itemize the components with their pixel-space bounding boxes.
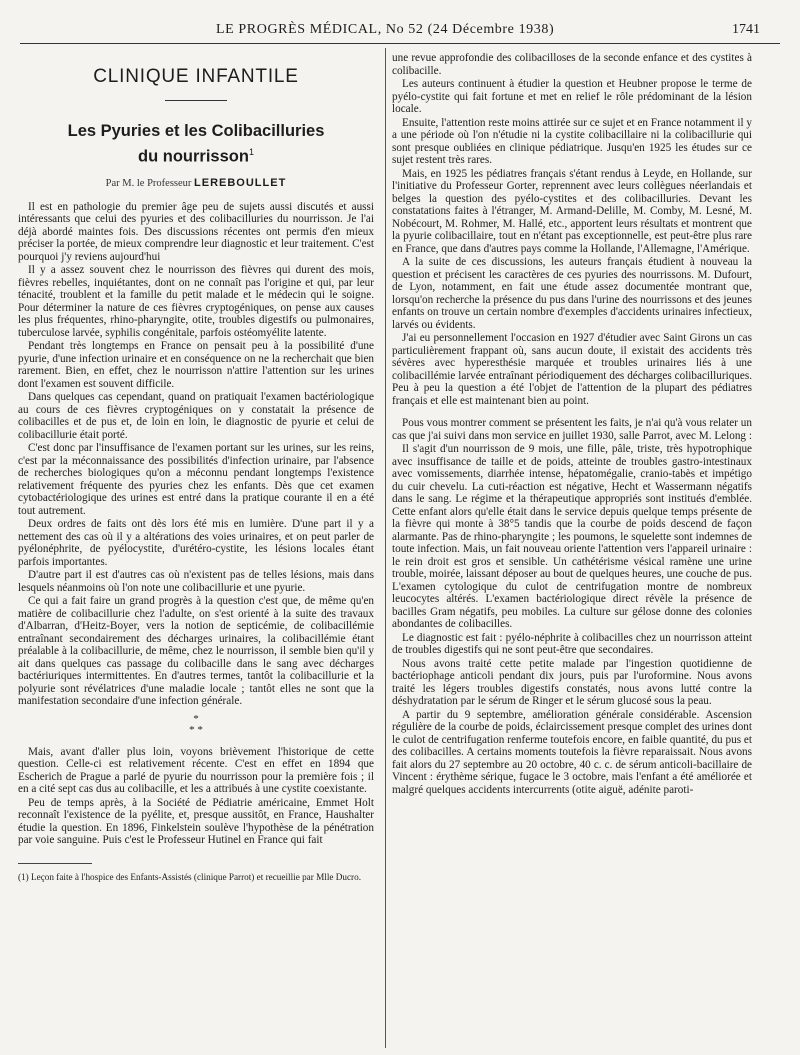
right-body — [392, 52, 752, 407]
paragraph: C'est donc par l'insuffisance de l'examen portant sur les urines, sur les reins, c'est par la méconnaissance des possibilités d'infection urinaire, par l'absence de recherches biologiques qu'on a méconnu pendant longtemps l'existence relativement fréquente des pyuries chez les enfants. Dès que cet examen cytobactériologique des urines est entré dans la pratique courante il en a été tout autrement. — [18, 442, 374, 517]
left-body — [18, 201, 374, 708]
paragraph: Pendant très longtemps en France on pensait peu à la possibilité d'une pyurie, d'une infection urinaire et en conséquence on ne la recherchait que bien rarement. Bien, en effet, chez le nourrisson n'attire l'attention sur les urines dont l'examen est souvent difficile. — [18, 340, 374, 390]
footnote-rule — [18, 863, 92, 864]
paragraph: Il y a assez souvent chez le nourrisson des fièvres qui durent des mois, fièvres rebelles, inquiétantes, dont on ne connaît pas l'origine et qui, par leur ténacité, troublent et la famille du petit malade et le médecin qui le soigne. Pour déterminer la nature de ces fièvres cryptogéniques, on pense aux causes les plus fréquentes, rhino-pharyngite, otite, troubles digestifs ou pulmonaires, tuberculose larvée, syphilis congénitale, parfois ostéomyélite latente. — [18, 264, 374, 339]
journal-header: LE PROGRÈS MÉDICAL, No 52 (24 Décembre 1938) — [216, 22, 555, 37]
left-column — [18, 56, 374, 883]
paragraph: Deux ordres de faits ont dès lors été mis en lumière. D'une part il y a nettement des cas où il y a altérations des voies urinaires, et on peut parler de pyélonéphrite, de pyélocystite, d'urétéro-cystite, les lésions locales étant parfois importantes. — [18, 518, 374, 568]
article-title-line2 — [18, 142, 374, 168]
paragraph: A partir du 9 septembre, amélioration générale considérable. Ascension régulière de la courbe de poids, éclaircissement presque complet des urines dont le culot de centrifugation renferme toutefois encore, en faible quantité, du pus et des colibacilles. A certains moments toutefois la fièvre reparaissait. Nous avons fait alors du 27 septembre au 20 octobre, 40 c. c. de sérum anticoli-bacillaire de Vincent : érythème sérique, fugace le 3 octobre, mais l'enfant a été améliorée et malgré quelques accidents intercurrents (otite aiguë, adénite paroti- — [392, 708, 752, 796]
footnote-marker: 1 — [248, 147, 254, 157]
right-body-case — [392, 417, 752, 796]
paragraph: Il s'agit d'un nourrisson de 9 mois, une fille, pâle, triste, très hypotrophique avec insuffisance de taille et de poids, atteinte de troubles gastro-intestinaux avec vomissements, diarrhée intense, hépatomégalie, cranio-tabès et impétigo du cuir chevelu. La cuti-réaction est négative, Hecht et Wassermann négatifs dans le sang. Le régime et la thérapeutique appropriés sont institués d'emblée. Cette enfant alors qu'elle était dans le service depuis quelque temps présente de la fièvre qui monte à 38°5 tandis que la courbe de poids descend de façon alarmante. Pas de rhino-pharyngite ; les poumons, le squelette sont indemnes de toute infection. Mais, un fait nouveau oriente l'attention vers l'appareil urinaire : le rein droit est gros et sensible. Un cathétérisme vésical ramène une urine trouble, moirée, laissant déposer au bout de quelques heures, une couche de pus. L'examen cytologique du culot de centrifugation montre de nombreux leucocytes altérés. L'examen bactériologique direct révèle la présence de bacilles Gram négatifs, peu mobiles. La culture sur gélose donne des colonies abondantes de colibacilles. — [392, 443, 752, 630]
paragraph: A la suite de ces discussions, les auteurs français étudient à nouveau la question et précisent les caractères de ces pyuries des nourrissons. M. Dufourt, de Lyon, notamment, en fait une étude assez documentée montrant que, lorsqu'on recherche la présence du pus dans l'urine des nourrissons et des jeunes enfants on trouve un certain nombre d'exemples d'accidents urinaires infectieux, larvés ou évidents. — [392, 256, 752, 331]
section-title: CLINIQUE INFANTILE — [93, 66, 299, 87]
left-body-history — [18, 746, 374, 847]
section-rule — [165, 100, 227, 101]
article-title-line1: Les Pyuries et les Colibacilluries — [67, 122, 325, 140]
section-separator — [18, 714, 374, 736]
paragraph: Peu de temps après, à la Société de Pédiatrie américaine, Emmet Holt reconnaît l'existence de la pyélite, et, presque aussitôt, en France, Haushalter étudie la question. En 1896, Finkelstein soulève l'hypothèse de la pénétration par voie sanguine. Puis c'est le Professeur Hutinel en France qui fait — [18, 796, 374, 846]
paragraph: Nous avons traité cette petite malade par l'ingestion quotidienne de bactériophage anticoli pendant dix jours, puis par l'uroformine. Nous avons traité les légers troubles digestifs constatés, nous avons lutté contre la déshydratation par le sérum de Ringer et le sérum glucosé sous la peau. — [392, 657, 752, 707]
separator-star-bottom: * * — [189, 723, 203, 736]
paragraph: Mais, avant d'aller plus loin, voyons brièvement l'historique de cette question. Celle-ci est relativement récente. C'est en effet en 1894 que Escherich de Prague a parlé de pyurie du nourrisson pour la première fois ; il en a cité sept cas dus au colibacille, et les a attribués à une cystite coexistante. — [18, 745, 374, 795]
paragraph: une revue approfondie des colibacilloses de la seconde enfance et des cystites à colibacille. — [392, 52, 752, 77]
running-head — [40, 22, 760, 40]
article-title — [18, 121, 374, 168]
right-column — [392, 52, 752, 796]
paragraph: Les auteurs continuent à étudier la question et Heubner propose le terme de pyélo-cystite qui fait fortune et met en relief le rôle prédominant de la lésion locale. — [392, 78, 752, 115]
paragraph: Dans quelques cas cependant, quand on pratiquait l'examen bactériologique au cours de ces fièvres cryptogéniques on y constatait la présence de colibacilles et de pus et, de loin en loin, le diagnostic de pyurie et celui de colibacillurie était porté. — [18, 391, 374, 441]
byline-prefix: Par M. le Professeur — [105, 177, 192, 189]
paragraph: Pous vous montrer comment se présentent les faits, je n'ai qu'à vous relater un cas que j'ai suivi dans mon service en juillet 1930, salle Parrot, avec M. Lelong : — [392, 417, 752, 442]
column-divider — [385, 48, 386, 1048]
paragraph: Ce qui a fait faire un grand progrès à la question c'est que, de même qu'en matière de colibacillurie chez l'adulte, on s'est orienté à la suite des travaux d'Albarran, d'Heitz-Boyer, vers la notion de septicémie, de colibacillémie entraînant secondairement des décharges urinaires, la colibacillémie étant préalable à la colibacillurie, de même, chez le nourrisson, il semble bien qu'il y ait dans quelques cas passage du colibacille dans le sang avec décharges bactériuriques intermittentes. En d'autres termes, tantôt la colibacillurie et la polyurie sont révélatrices d'une maladie locale ; tantôt elles ne sont que la manifestation secondaire d'une infection générale. — [18, 595, 374, 707]
paragraph: Ensuite, l'attention reste moins attirée sur ce sujet et en France notamment il y a une période où l'on n'étudie ni la cystite colibacillaire ni la colibacillurie qui sont presque oubliées en clinique pédiatrique. Jusqu'en 1925 les études sur ce sujet restent très rares. — [392, 116, 752, 166]
page-number: 1741 — [732, 22, 760, 37]
separator-star-top: * — [193, 712, 199, 725]
footnote: (1) Leçon faite à l'hospice des Enfants-Assistés (clinique Parrot) et recueillie par Mlle Ducro. — [18, 871, 362, 882]
paragraph: Il est en pathologie du premier âge peu de sujets aussi discutés et aussi intéressants que celui des pyuries et des colibacilluries du nourrisson. Je l'ai déjà abordé maintes fois. Des discussions récentes ont permis d'en mieux préciser la portée, de mieux comprendre leur diagnostic et leur traitement. C'est pourquoi j'y reviens aujourd'hui — [18, 200, 374, 263]
paragraph: J'ai eu personnellement l'occasion en 1927 d'étudier avec Saint Girons un cas particulièrement frappant où, sans aucun doute, il existait des accidents très sévères avec hyperesthésie marquée et troubles urinaires liés à une colibacillémie larvée entraînant périodiquement des décharges colibacilluriques. Peu à peu la question a été l'objet de l'attention de la plupart des pédiatres français et elle est maintenant bien au point. — [392, 332, 752, 407]
article-title-line2-text: du nourrisson — [138, 147, 249, 166]
byline — [18, 177, 374, 189]
paragraph: Mais, en 1925 les pédiatres français s'étant rendus à Leyde, en Hollande, sur l'initiative du Professeur Gorter, reprennent avec leurs collègues néerlandais et belges la question des pyélo-cystites et des colibacilluries. Devant les constatations faites à l'étranger, M. Armand-Delille, M. Comby, M. Lesné, M. Nobécourt, M. Rohmer, M. Hallé, etc., apportent leurs résultats et montrent que la pyurie colibacillaire, tout en n'étant pas exceptionnelle, est peut-être plus rare en France, que dans d'autres pays comme la Hollande, l'Allemagne, l'Amérique. — [392, 167, 752, 255]
paragraph: Le diagnostic est fait : pyélo-néphrite à colibacilles chez un nourrisson atteint de troubles digestifs qui ne sont peut-être que secondaires. — [392, 631, 752, 656]
header-rule — [20, 43, 780, 44]
author-name: LEREBOULLET — [194, 176, 287, 189]
paragraph-gap — [392, 407, 752, 417]
paragraph: D'autre part il est d'autres cas où n'existent pas de telles lésions, mais dans lesquels néanmoins où l'on note une colibacillurie et une pyurie. — [18, 569, 374, 594]
